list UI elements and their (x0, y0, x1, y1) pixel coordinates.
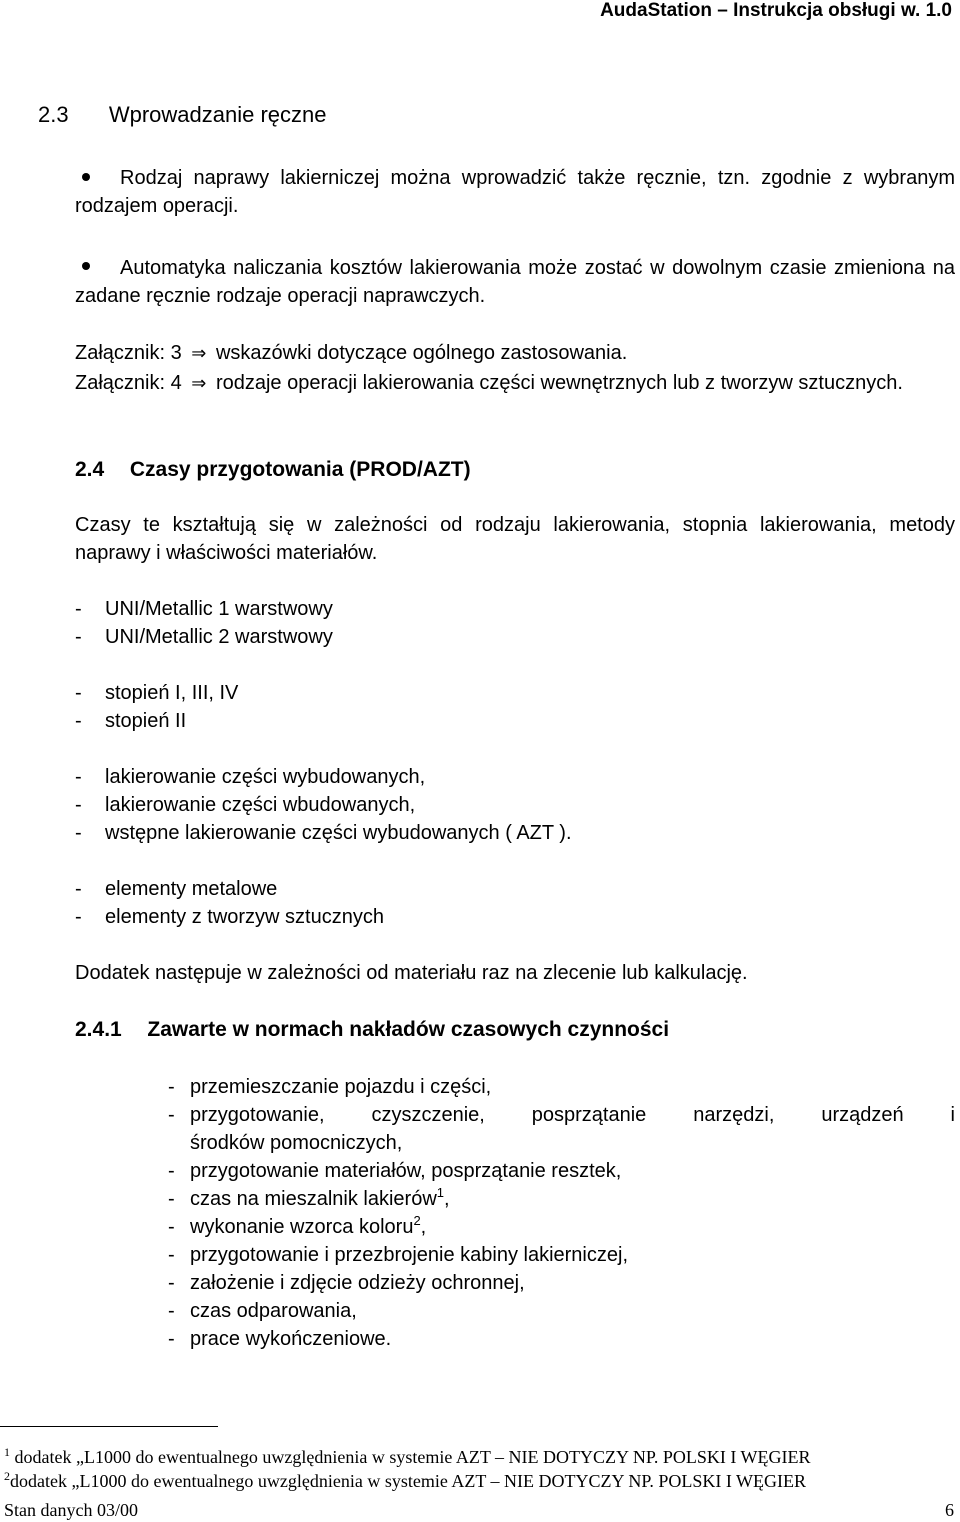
list-item: - stopień II (75, 710, 187, 732)
section-title: Czasy przygotowania (PROD/AZT) (129, 458, 471, 481)
list-item: - wstępne lakierowanie części wybudowanych ( AZT ). (75, 822, 572, 844)
attachment-line-4 (75, 369, 955, 398)
list-item: - prace wykończeniowe. (168, 1328, 392, 1350)
list-item: - lakierowanie części wybudowanych, (75, 766, 426, 788)
footer-page-number: 6 (945, 1500, 954, 1520)
section-number: 2.3 (38, 102, 69, 127)
list-item: - wykonanie wzorca koloru$^2$, (168, 1213, 427, 1238)
page-header-title: AudaStation – Instrukcja obsługi w. 1.0 (600, 0, 952, 21)
footnote-1: $^1$ dodatek „L1000 do ewentualnego uwzględnienia w systemie AZT – NIE DOTYCZY NP. POLSKI I WĘGIER (4, 1445, 811, 1467)
list-item: - przygotowanie, czyszczenie, posprzątanie narzędzi, urządzeń i środków pomocniczych, (168, 1104, 955, 1154)
section-number: 2.4.1 (75, 1018, 122, 1041)
list-item: - UNI/Metallic 2 warstwowy (75, 626, 333, 648)
section-2-4-intro: Czasy te kształtują się w zależności od rodzaju lakierowania, stopnia lakierowania, metody naprawy i właściwości materiałów. (75, 514, 955, 564)
list-item: - czas odparowania, (168, 1300, 357, 1322)
list-item: - UNI/Metallic 1 warstwowy (75, 598, 333, 620)
list-item: - lakierowanie części wbudowanych, (75, 794, 416, 816)
attachment-text: rodzaje operacji lakierowania części wewnętrznych lub z tworzyw sztucznych. (215, 372, 903, 394)
section-2-4-note: Dodatek następuje w zależności od materiału raz na zlecenie lub kalkulację. (75, 962, 748, 984)
list-item: - przemieszczanie pojazdu i części, (168, 1076, 492, 1098)
section-number: 2.4 (75, 458, 105, 481)
list-item: - elementy z tworzyw sztucznych (75, 906, 384, 928)
list-item: - stopień I, III, IV (75, 682, 239, 704)
attachment-label: Załącznik: 3 (75, 342, 182, 364)
footnote-ref: 1 (436, 1185, 444, 1200)
implies-arrow-icon: ⇒ (191, 343, 207, 364)
footer-status: Stan danych 03/00 (4, 1500, 138, 1520)
section-2-4-heading (75, 456, 471, 484)
attachment-label: Załącznik: 4 (75, 372, 182, 394)
list-item: - czas na mieszalnik lakierów$^1$, (168, 1185, 450, 1210)
list-item: - założenie i zdjęcie odzieży ochronnej, (168, 1272, 525, 1294)
attachment-line-3 (75, 339, 955, 368)
section-title: Wprowadzanie ręczne (108, 102, 327, 127)
implies-arrow-icon: ⇒ (191, 373, 207, 394)
list-item: - przygotowanie materiałów, posprzątanie resztek, (168, 1160, 622, 1182)
section-2-4-1-heading (75, 1016, 669, 1044)
bullet-paragraph-2: Automatyka naliczania kosztów lakierowania może zostać w dowolnym czasie zmieniona na zadane ręcznie rodzaje operacji naprawczych. (75, 257, 955, 307)
section-title: Zawarte w normach nakładów czasowych czynności (147, 1018, 670, 1041)
section-2-3-heading (38, 101, 327, 129)
list-item: - przygotowanie i przezbrojenie kabiny lakierniczej, (168, 1244, 628, 1266)
footnote-ref: 2 (413, 1213, 421, 1228)
bullet-paragraph-1: Rodzaj naprawy lakierniczej można wprowadzić także ręcznie, tzn. zgodnie z wybranym rodzajem operacji. (75, 167, 955, 217)
footnote-2: $^2$dodatek „L1000 do ewentualnego uwzględnienia w systemie AZT – NIE DOTYCZY NP. POLSKI I WĘGIER (4, 1469, 807, 1491)
footnote-separator (0, 1426, 218, 1427)
attachment-text: wskazówki dotyczące ogólnego zastosowania. (215, 342, 628, 364)
list-item: - elementy metalowe (75, 878, 278, 900)
